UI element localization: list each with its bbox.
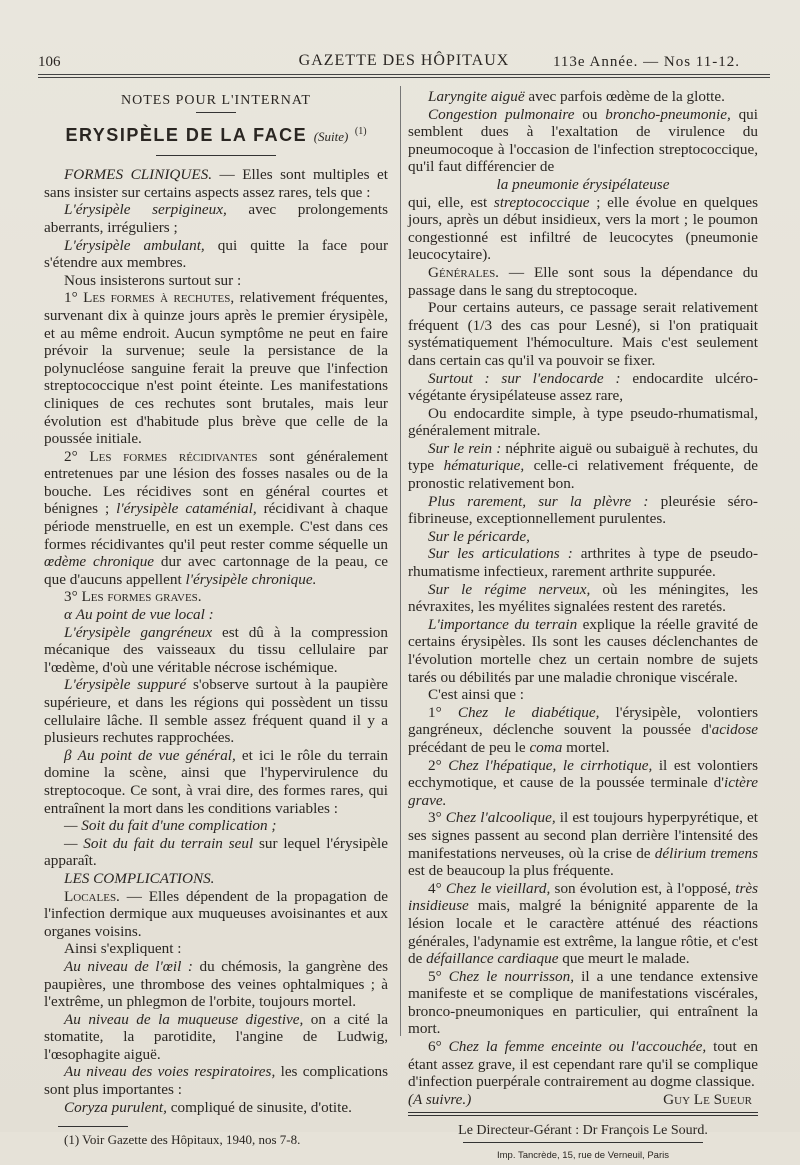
paragraph: L'érysipèle serpigineux, avec prolongements aberrants, irréguliers ; <box>44 201 388 236</box>
section-kicker: NOTES POUR L'INTERNAT <box>121 93 311 108</box>
paragraph: 5° Chez le nourrisson, il a une tendance extensive manifeste et se complique de manifestations viscérales, bronco-pneumoniques en particulier, qui entraînent la mort. <box>408 967 759 1038</box>
paragraph: — Soit du fait d'une complication ; <box>64 817 277 835</box>
paragraph: L'érysipèle suppuré s'observe surtout à la paupière supérieure, et dans les régions qui possèdent un tissu cellulaire lâche. Il semble assez fréquent quand il y a plusieurs rechutes rapprochées. <box>44 676 388 747</box>
imprint-rule <box>463 1142 703 1143</box>
article-title <box>44 123 388 146</box>
paragraph: Ainsi s'expliquent : <box>64 940 182 958</box>
paragraph: Au niveau de la muqueuse digestive, on a cité la stomatite, la parotidite, l'angine de Ludwig, l'œsophagite aiguë. <box>44 1010 389 1063</box>
paragraph: C'est ainsi que : <box>428 686 524 704</box>
paragraph: 2° Chez l'hépatique, le cirrhotique, il est volontiers ecchymotique, et cause de la poussée terminale d'ictère grave. <box>408 756 758 809</box>
paragraph: Laryngite aiguë avec parfois œdème de la glotte. <box>428 88 725 105</box>
left-column <box>44 88 388 1149</box>
paragraph: 2° Les formes récidivantes sont généralement entretenues par une lésion des fosses nasales ou de la bouche. Les récidives sont en général courtes et bénignes ; l'érysipèle cataménial, récidivant à chaque période menstruelle, en est un exemple. C'est dans ces formes récidivantes qu'il peut rester comme séquelle un œdème chronique dur avec cartonnage de la peau, ce que d'aucuns appellent l'érysipèle chronique. <box>44 447 388 588</box>
title-rule <box>156 155 276 156</box>
paragraph: qui, elle, est streptococcique ; elle évolue en quelques jours, après un début insidieux, vers la mort ; le poumon congestionné est infiltré de leucocytes (pneumonie leucocytaire). <box>408 193 758 264</box>
signature-row <box>408 1091 758 1109</box>
section-heading: LES COMPLICATIONS. <box>64 869 215 887</box>
right-column <box>408 88 758 1165</box>
paragraph: 3° Chez l'alcoolique, il est toujours hyperpyrétique, et ses signes passent au second plan derrière l'intensité des manifestations nerveuses, où la crise de délirium tremens est de beaucoup la plus fréquente. <box>408 809 758 880</box>
paragraph: Sur le péricarde, <box>428 527 530 545</box>
paragraph: Au niveau de l'œil : du chémosis, la gangrène des paupières, une thrombose des veines ophtalmiques ; à l'extrême, un phlegmon de l'orbite, toujours mortel. <box>44 957 388 1011</box>
author-signature: Guy Le Sueur <box>663 1090 752 1108</box>
bottom-rule <box>408 1112 758 1116</box>
paragraph: β Au point de vue général, et ici le rôle du terrain domine la scène, ainsi que l'hypervirulence du streptocoque. Ce sont, à vrai dire, des formes rares, qui entraînent la mort dans les conditions variables : <box>44 746 388 817</box>
paragraph: Pour certains auteurs, ce passage serait relativement fréquent (1/3 des cas pour Lesné), si l'on pratiquait systématiquement l'hémoculture. Mais c'est seulement dans certain cas qu'il va pouvoir se fixer. <box>408 299 758 369</box>
paragraph: Locales. — Elles dépendent de la propagation de l'infection dermique aux muqueuses avoisinantes et aux organes voisins. <box>44 887 388 940</box>
kicker-rule <box>196 112 236 113</box>
paragraph: Générales. — Elle sont sous la dépendance du passage dans le sang du streptocoque. <box>408 263 758 299</box>
printer-imprint: Imp. Tancrède, 15, rue de Verneuil, Paris <box>497 1150 669 1162</box>
paragraph: L'importance du terrain explique la réelle gravité de certains érysipèles. Ils sont les causes déclenchantes de l'évolution mortelle chez un certain nombre de sujets tarés ou débilités par une maladie chronique viscérale. <box>408 615 758 686</box>
paragraph: Sur le rein : néphrite aiguë ou subaiguë à rechutes, du type hématurique, celle-ci relativement fréquente, de pronostic relativement bon. <box>408 439 758 493</box>
article-title-suite: (Suite) <box>313 128 349 144</box>
paragraph: α Au point de vue local : <box>64 606 214 624</box>
page-header <box>38 52 770 74</box>
paragraph: L'érysipèle gangréneux est dû à la compression mécanique des vaisseaux du tissu cellulaire par l'œdème, d'où une véritable nécrose ischémique. <box>44 623 388 676</box>
paragraph: Plus rarement, sur la plèvre : pleurésie séro-fibrineuse, exceptionnellement purulentes. <box>408 492 758 528</box>
paragraph: Congestion pulmonaire ou broncho-pneumonie, qui semblent dues à l'exaltation de virulence du pneumocoque à l'occasion de l'infection streptococcique, qu'il faut différencier de <box>408 105 758 176</box>
footnote-mark: (1) <box>354 125 367 137</box>
paragraph: Nous insisterons surtout sur : <box>64 271 242 289</box>
centered-subheading: la pneumonie érysipélateuse <box>496 175 670 193</box>
paragraph: 4° Chez le vieillard, son évolution est, à l'opposé, très insidieuse mais, malgré la bénignité apparente de la lésion locale et le caractère atténué des réactions générales, l'adynamie est extrême, la langue rôtie, et c'est de défaillance cardiaque que meurt le malade. <box>408 879 759 968</box>
paragraph: Au niveau des voies respiratoires, les complications sont plus importantes : <box>44 1063 388 1099</box>
to-be-continued: (A suivre.) <box>408 1090 472 1108</box>
footnote: (1) Voir Gazette des Hôpitaux, 1940, nos 7-8. <box>64 1132 301 1148</box>
article-title-text: ERYSIPÈLE DE LA FACE <box>65 124 308 145</box>
paragraph: 3° Les formes graves. <box>64 588 202 606</box>
header-rule <box>38 74 770 78</box>
footnote-rule <box>58 1126 128 1127</box>
column-separator <box>400 86 401 1036</box>
paragraph: Sur les articulations : arthrites à type de pseudo-rhumatisme infectieux, rarement arthrite suppurée. <box>408 545 758 581</box>
paragraph: — Soit du fait du terrain seul sur lequel l'érysipèle apparaît. <box>44 834 388 870</box>
page-number: 106 <box>38 54 61 70</box>
paragraph: Sur le régime nerveux, où les méningites, les névraxites, les myélites signalées restent des raretés. <box>408 580 759 616</box>
paragraph: 1° Chez le diabétique, l'érysipèle, volontiers gangréneux, déclenche souvent la poussée d'acidose précédant de peu le coma mortel. <box>408 703 758 756</box>
paragraph: Surtout : sur l'endocarde : endocardite ulcéro-végétante érysipélateuse assez rare, <box>408 369 759 405</box>
paragraph: Coryza purulent, compliqué de sinusite, d'otite. <box>64 1098 352 1116</box>
journal-title: GAZETTE DES HÔPITAUX <box>298 52 510 69</box>
director-line: Le Directeur-Gérant : Dr François Le Sourd. <box>458 1123 708 1139</box>
paragraph: L'érysipèle ambulant, qui quitte la face pour s'étendre aux membres. <box>44 236 389 272</box>
paragraph: 6° Chez la femme enceinte ou l'accouchée, tout en étant assez grave, il est cependant rare qu'il se complique d'infection puerpérale contrairement au dogme classique. <box>408 1038 758 1091</box>
issue-number: 113e Année. — Nos 11-12. <box>552 54 740 70</box>
paragraph: 1° Les formes à rechutes, relativement fréquentes, survenant dix à quinze jours après le premier érysipèle, et au même endroit. Aucun symptôme ne peut en faire prévoir la survenue; seule la persistance de la polynucléose sanguine ferait la preuve que l'infection streptococcique n'est point éteinte. Les manifestations cliniques de ces rechutes sont brutales, mais leur évolution est d'habitude plus brève que celle de la poussée initiale. <box>44 289 389 448</box>
paragraph: Ou endocardite simple, à type pseudo-rhumatismal, généralement mitrale. <box>408 404 758 440</box>
paragraph: FORMES CLINIQUES. — Elles sont multiples et sans insister sur certains aspects assez rares, tels que : <box>44 166 388 201</box>
